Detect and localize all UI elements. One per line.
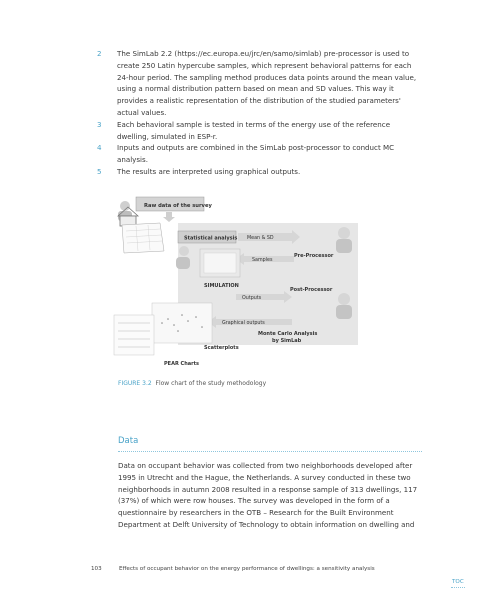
- section-heading: Data: [118, 436, 139, 446]
- pear-chart-thumbnail: [114, 315, 154, 355]
- pear-charts-label: PEAR Charts: [164, 361, 199, 367]
- list-item: [91, 166, 421, 178]
- outputs-label: Outputs: [242, 296, 262, 301]
- pre-processor-label: Pre-Processor: [294, 253, 334, 259]
- person-icon: [336, 227, 352, 253]
- page-number: 103: [91, 566, 102, 572]
- graphical-outputs-label: Graphical outputs: [222, 321, 265, 326]
- toc-link[interactable]: TOC: [452, 579, 464, 585]
- mean-sd-label: Mean & SD: [247, 236, 274, 241]
- list-number: 2: [97, 49, 102, 58]
- statistical-analysis-label: Statistical analysis: [184, 235, 238, 242]
- list-text: Inputs and outputs are combined in the SimLab post-processor to conduct MC analysis.: [117, 143, 395, 165]
- list-item: [91, 119, 421, 143]
- list-number: 5: [97, 166, 102, 176]
- list-item: [91, 142, 421, 166]
- methodology-flow-chart: [112, 193, 362, 371]
- scatterplots-label: Scatterplots: [204, 345, 239, 351]
- person-icon: [336, 293, 352, 319]
- list-text: The results are interpreted using graphical outputs.: [117, 166, 301, 176]
- post-processor-label: Post-Processor: [290, 287, 333, 293]
- figure-caption-text: Flow chart of the study methodology: [155, 380, 267, 387]
- simlab-label: by SimLab: [272, 338, 302, 344]
- list-number: 3: [97, 119, 102, 129]
- spreadsheet-icon: [122, 223, 164, 253]
- toc-divider: [451, 587, 465, 588]
- section-divider: [118, 451, 422, 452]
- scatterplot-thumbnail: [152, 303, 212, 343]
- figure-caption: [118, 380, 266, 387]
- methodology-steps-list: [91, 48, 421, 178]
- samples-label: Samples: [252, 258, 273, 263]
- raw-data-label: Raw data of the survey: [144, 203, 212, 209]
- list-text: The SimLab 2.2 (https://ec.europa.eu/jrc/en/samo/simlab) pre-processor is used to create 250 Latin hypercube samples, which represent behavioral patterns for each 24-hour period. The sampling method produces data points around the mean value, using a normal distribution pattern based on mean and SD values. This way it provides a realistic representation of the distribution of the studied parameters' actual values.: [117, 49, 417, 117]
- list-number: 4: [97, 143, 102, 153]
- list-text: Each behavioral sample is tested in terms of the energy use of the reference dwelling, simulated in ESP-r.: [117, 119, 391, 141]
- list-item: [91, 48, 421, 119]
- simulation-label: SIMULATION: [204, 283, 239, 289]
- body-paragraph: Data on occupant behavior was collected from two neighborhoods developed after 1995 in Utrecht and the Hague, the Netherlands. A survey conducted in these two neighborhoods in autumn 2008 resulted in a response sample of 313 dwellings, 117 (37%) of which were row houses. The survey was developed in the form of a questionnaire by researchers in the OTB – Research for the Built Environment Department at Delft University of Technology to obtain information on dwelling and: [118, 461, 418, 529]
- figure-label: FIGURE 3.2: [118, 380, 152, 387]
- monte-carlo-label: Monte Carlo Analysis: [258, 331, 318, 337]
- running-title: Effects of occupant behavior on the energy performance of dwellings: a sensitivity analysis: [119, 566, 375, 572]
- page-footer: [91, 566, 375, 572]
- arrow-down-icon: [163, 212, 175, 222]
